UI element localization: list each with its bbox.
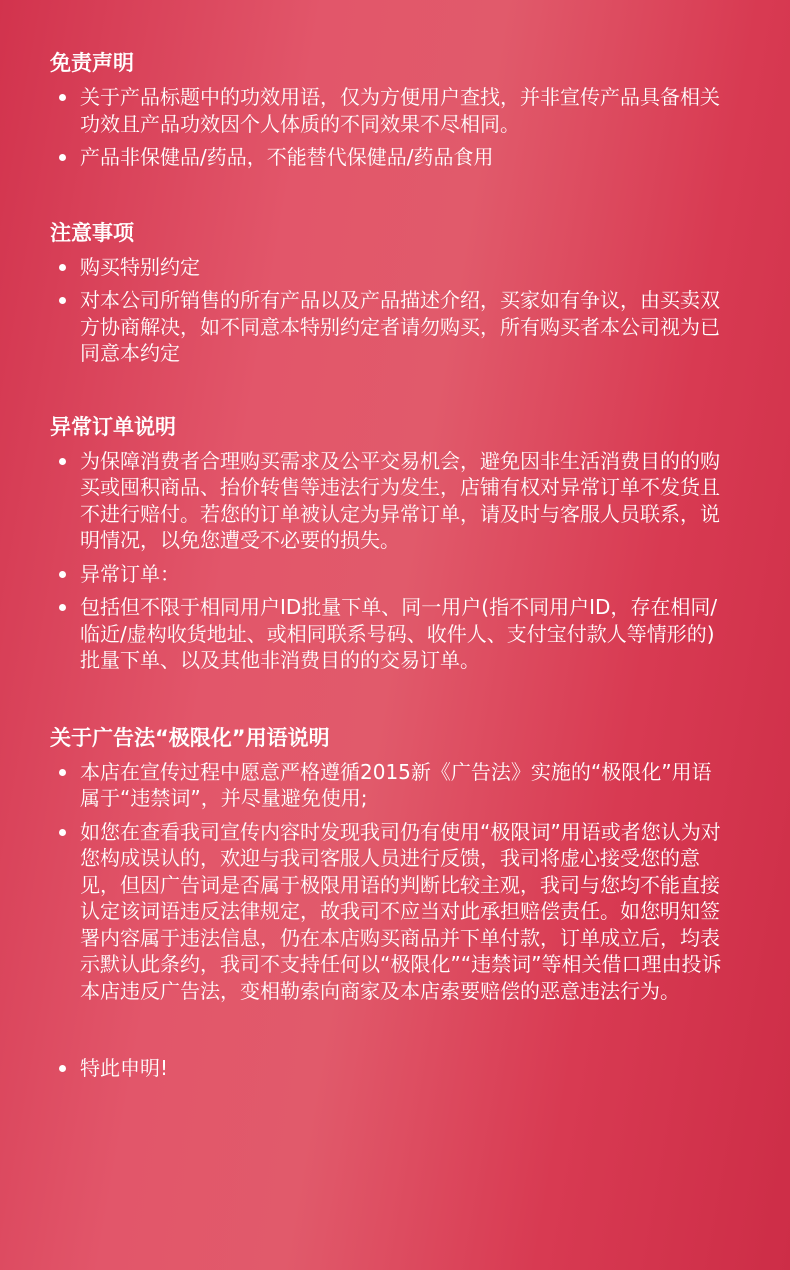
item-text: 购买特别约定 bbox=[80, 254, 200, 279]
item-text: 关于产品标题中的功效用语，仅为方便用户查找，并非宣传产品具备相关功效且产品功效因个人体质的不同效果不尽相同。 bbox=[80, 85, 720, 136]
section-title: 免责声明 bbox=[50, 51, 134, 75]
section-abnormal-orders bbox=[50, 412, 750, 674]
bullet-dot-icon bbox=[59, 769, 66, 776]
item-text: 如您在查看我司宣传内容时发现我司仍有使用“极限词”用语或者您认为对您构成误认的，欢迎与我司客服人员进行反馈，我司将虚心接受您的意见，但因广告词是否属于极限用语的判断比较主观，我司与您均不能直接认定该词语违反法律规定，故我司不应当对此承担赔偿责任。如您明知签署内容属于违法信息，仍在本店购买商品并下单付款，订单成立后，均表示默认此条约，我司不支持任何以“极限化”“违禁词”等相关借口理由投诉本店违反广告法，变相勒索向商家及本店索要赔偿的恶意违法行为。 bbox=[80, 819, 722, 1003]
item-text: 对本公司所销售的所有产品以及产品描述介绍，买家如有争议，由买卖双方协商解决，如不同意本特别约定者请勿购买，所有购买者本公司视为已同意本约定 bbox=[80, 288, 720, 365]
closing-list bbox=[50, 1055, 750, 1082]
bullet-dot-icon bbox=[59, 458, 66, 465]
bullet-dot-icon bbox=[59, 297, 66, 304]
bullet-dot-icon bbox=[59, 571, 66, 578]
item-list bbox=[50, 448, 750, 674]
section-title: 注意事项 bbox=[50, 220, 134, 245]
item-text: 包括但不限于相同用户ID批量下单、同一用户(指不同用户ID，存在相同/临近/虚构收货地址、或相同联系号码、收件人、支付宝付款人等情形的)批量下单、以及其他非消费目的的交易订单。 bbox=[80, 595, 718, 672]
item-text: 本店在宣传过程中愿意严格遵循2015新《广告法》实施的“极限化”用语属于“违禁词”，并尽量避免使用; bbox=[80, 759, 712, 810]
item-text: 产品非保健品/药品，不能替代保健品/药品食用 bbox=[80, 145, 494, 169]
section-disclaimer bbox=[50, 48, 750, 171]
section-ad-law bbox=[50, 723, 750, 1005]
bullet-dot-icon bbox=[59, 829, 66, 836]
bullet-dot-icon bbox=[59, 94, 66, 101]
bullet-dot-icon bbox=[59, 154, 66, 161]
list-item bbox=[50, 84, 730, 137]
list-item bbox=[50, 287, 730, 367]
item-text: 异常订单： bbox=[80, 561, 180, 586]
section-notes bbox=[50, 218, 750, 367]
item-list bbox=[50, 84, 750, 171]
bullet-dot-icon bbox=[59, 264, 66, 271]
list-item bbox=[50, 448, 730, 554]
list-item bbox=[50, 254, 730, 281]
item-text: 为保障消费者合理购买需求及公平交易机会，避免因非生活消费目的的购买或囤积商品、抬价转售等违法行为发生，店铺有权对异常订单不发货且不进行赔付。若您的订单被认定为异常订单，请及时与客服人员联系，说明情况，以免您遭受不必要的损失。 bbox=[80, 448, 720, 552]
list-item bbox=[50, 561, 730, 588]
section-title: 异常订单说明 bbox=[50, 414, 176, 439]
closing-text: 特此申明! bbox=[80, 1056, 169, 1080]
bullet-dot-icon bbox=[59, 1065, 66, 1072]
list-item bbox=[50, 759, 730, 812]
bullet-dot-icon bbox=[59, 604, 66, 611]
item-list bbox=[50, 254, 750, 367]
item-list bbox=[50, 759, 750, 1005]
list-item bbox=[50, 144, 730, 171]
list-item bbox=[50, 594, 730, 674]
closing-statement bbox=[50, 1055, 730, 1082]
section-title: 关于广告法“极限化”用语说明 bbox=[50, 725, 330, 750]
list-item bbox=[50, 819, 730, 1005]
